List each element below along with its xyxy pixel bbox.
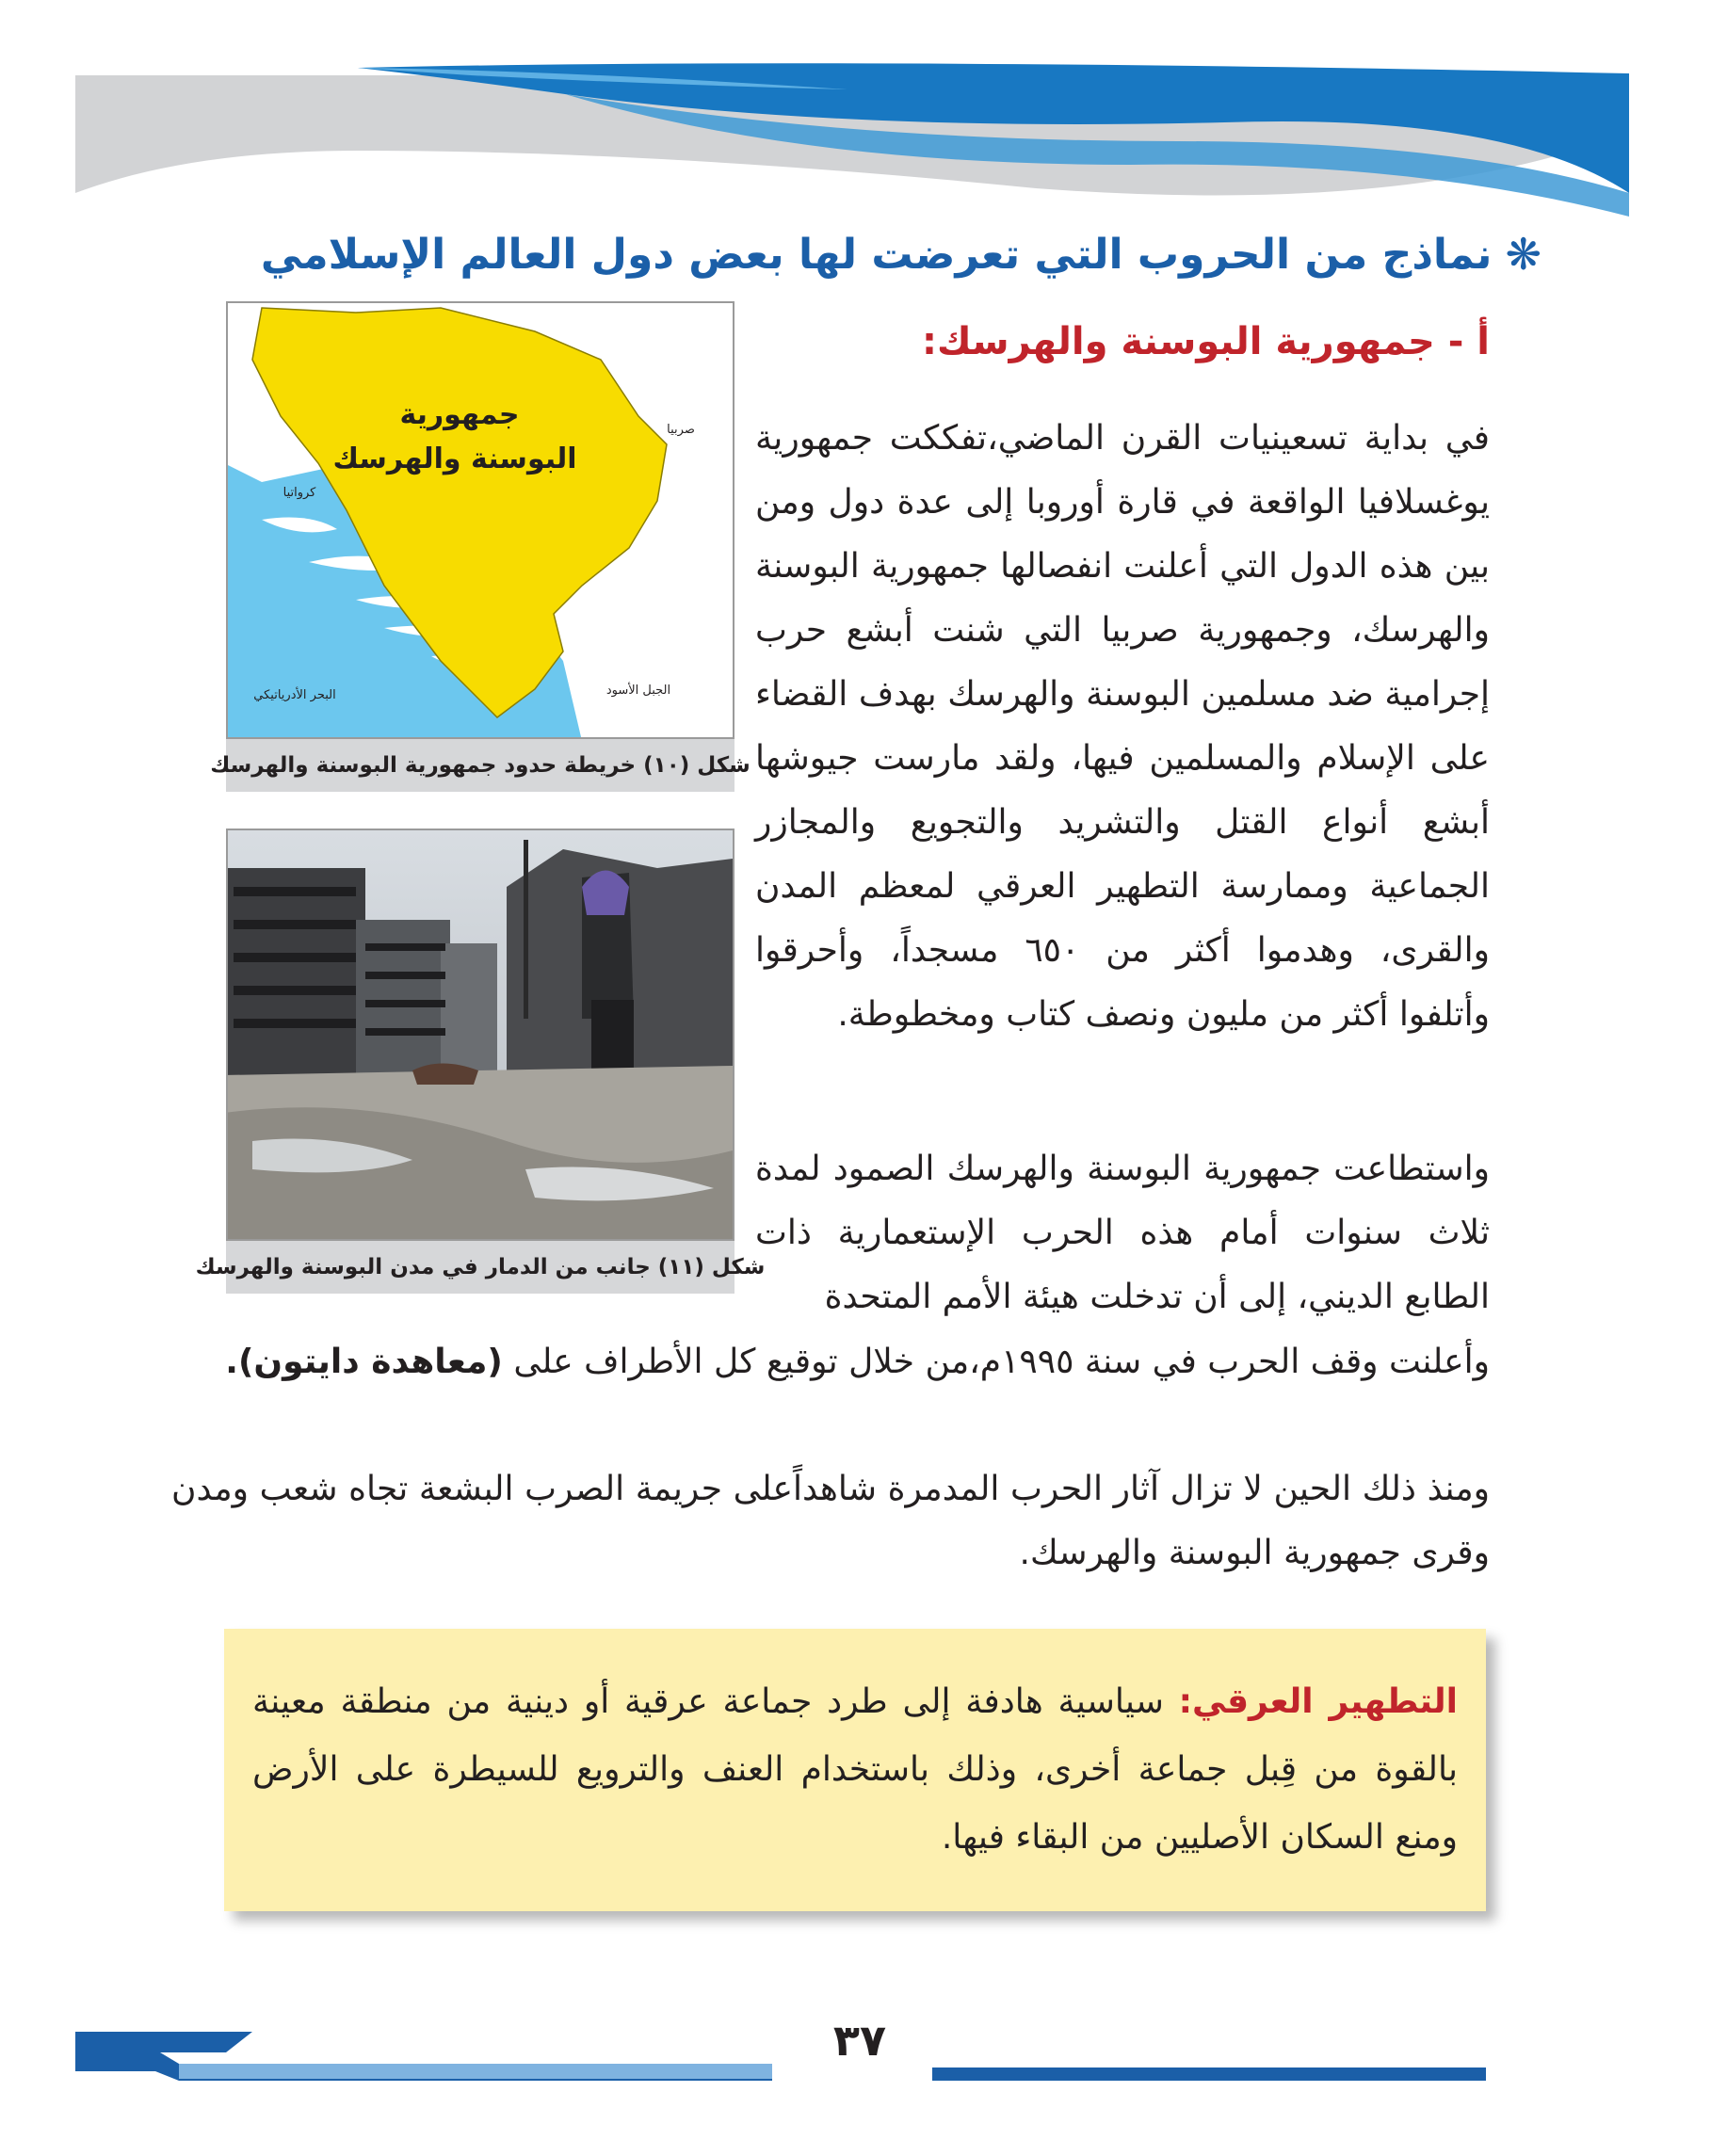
bullet-icon: ❋ bbox=[1505, 229, 1542, 280]
page-number: ٣٧ bbox=[832, 2015, 887, 2066]
map-title-line1: جمهورية bbox=[399, 398, 520, 431]
map-caption: شكل (١٠) خريطة حدود جمهورية البوسنة والهرسك bbox=[226, 739, 734, 792]
paragraph-3: ومنذ ذلك الحين لا تزال آثار الحرب المدمرة شاهداًعلى جريمة الصرب البشعة تجاه شعب ومدن وقرى جمهورية البوسنة والهرسك. bbox=[171, 1470, 1490, 1572]
figure-map bbox=[210, 301, 751, 810]
definition-box bbox=[224, 1629, 1486, 1911]
section-heading bbox=[176, 221, 1542, 287]
section-heading-text: نماذج من الحروب التي تعرضت لها بعض دول العالم الإسلامي bbox=[260, 230, 1493, 279]
definition-text bbox=[252, 1668, 1458, 1872]
paragraph-2-continued bbox=[171, 1330, 1490, 1394]
map-label-montenegro: الجبل الأسود bbox=[605, 684, 671, 698]
map-title-line2: البوسنة والهرسك bbox=[332, 442, 577, 475]
figure-photo bbox=[195, 829, 766, 1309]
header-wave-band bbox=[0, 0, 1711, 217]
definition-term: التطهير العرقي: bbox=[1178, 1682, 1458, 1721]
map-label-serbia: صربيا bbox=[667, 423, 695, 437]
subheading: أ - جمهورية البوسنة والهرسك: bbox=[922, 320, 1490, 363]
destruction-photo bbox=[226, 829, 734, 1241]
photo-caption: شكل (١١) جانب من الدمار في مدن البوسنة والهرسك bbox=[226, 1241, 734, 1294]
treaty-name: (معاهدة دايتون). bbox=[225, 1343, 503, 1381]
map-label-croatia: كرواتيا bbox=[282, 486, 316, 500]
map-label-sea: البحر الأدرياتيكي bbox=[253, 688, 336, 702]
map-image bbox=[226, 301, 734, 739]
definition-body: سياسية هادفة إلى طرد جماعة عرقية أو دينية من منطقة معينة بالقوة من قِبل جماعة أخرى، وذلك باستخدام العنف والترويع للسيطرة على الأرض ومنع السكان الأصليين من البقاء فيها. bbox=[252, 1682, 1458, 1857]
paragraph-2-continued-text: وأعلنت وقف الحرب في سنة ١٩٩٥م،من خلال توقيع كل الأطراف على bbox=[513, 1343, 1490, 1381]
paragraph-2: واستطاعت جمهورية البوسنة والهرسك الصمود لمدة ثلاث سنوات أمام هذه الحرب الإستعمارية ذات الطابع الديني، إلى أن تدخلت هيئة الأمم المتحدة bbox=[755, 1150, 1490, 1316]
paragraph-1: في بداية تسعينيات القرن الماضي،تفككت جمهورية يوغسلافيا الواقعة في قارة أوروبا إلى عدة دول ومن بين هذه الدول التي أعلنت انفصالها جمهورية البوسنة والهرسك، وجمهورية صربيا التي شنت أبشع حرب إجرامية ضد مسلمين البوسنة والهرسك بهدف القضاء على الإسلام والمسلمين فيها، ولقد مارست جيوشها أبشع أنواع القتل والتشريد والتجويع والمجازر الجماعية وممارسة التطهير العرقي لمعظم المدن والقرى، وهدموا أكثر من ٦٥٠ مسجداً، وأحرقوا وأتلفوا أكثر من مليون ونصف كتاب ومخطوطة. bbox=[755, 419, 1490, 1034]
